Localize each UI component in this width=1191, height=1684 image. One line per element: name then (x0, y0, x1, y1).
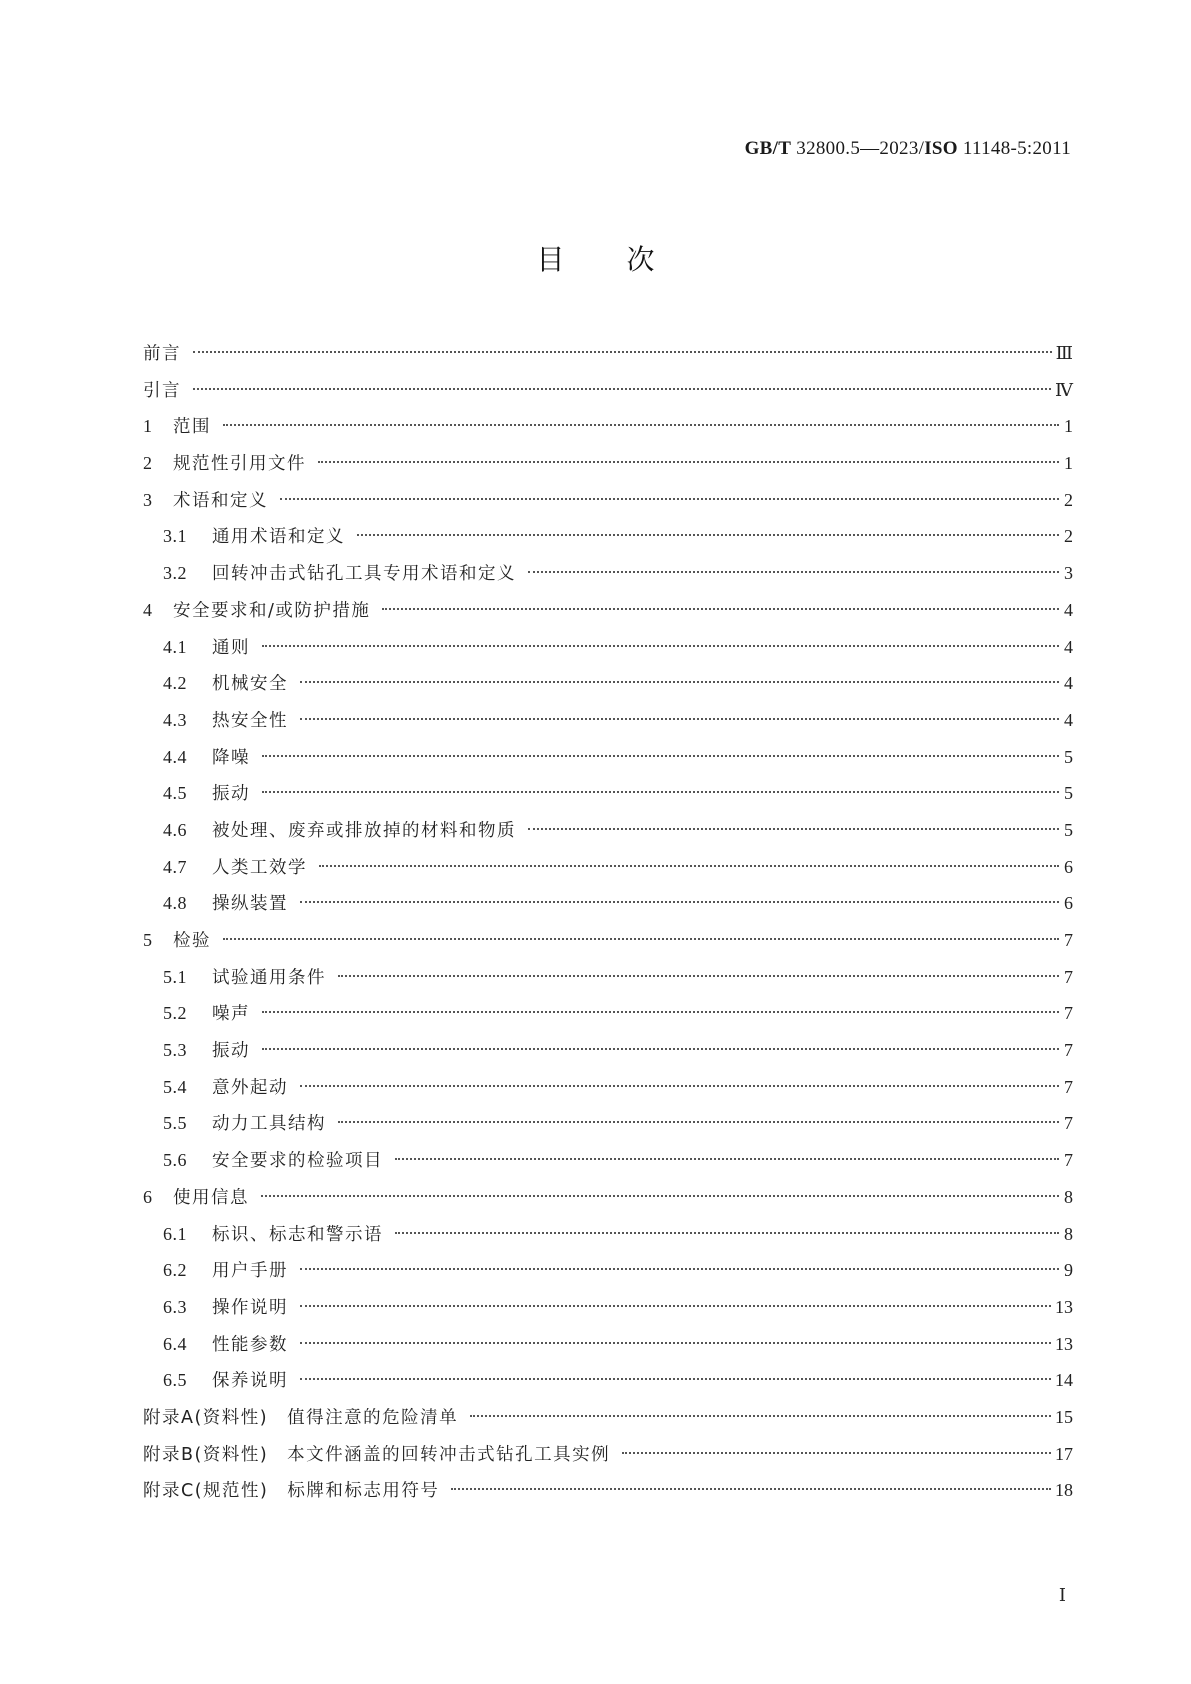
toc-leader-dots (395, 1232, 1059, 1234)
toc-entry[interactable] (143, 1294, 1073, 1331)
toc-entry-number: 5.6 (163, 1150, 187, 1171)
toc-entry[interactable] (143, 854, 1073, 891)
toc-entry-number: 6 (143, 1186, 153, 1207)
toc-entry-label: 动力工具结构 (212, 1114, 326, 1135)
toc-entry-number: 4.4 (163, 746, 187, 767)
toc-entry-label: 安全要求和/或防护措施 (173, 600, 371, 621)
toc-entry-label: 通则 (212, 637, 250, 658)
toc-entry-page: 5 (1064, 783, 1073, 804)
toc-entry-page: 4 (1064, 673, 1073, 694)
toc-entry[interactable] (143, 1257, 1073, 1294)
toc-entry[interactable] (143, 1147, 1073, 1184)
iso-number: 11148-5:2011 (962, 138, 1071, 159)
toc-entry[interactable] (143, 964, 1073, 1001)
toc-leader-dots (319, 865, 1059, 867)
toc-entry-number: 4 (143, 599, 153, 620)
toc-leader-dots (193, 351, 1052, 353)
toc-entry-label: 噪声 (212, 1004, 250, 1025)
page-title: 目次 (536, 243, 717, 276)
toc-leader-dots (528, 571, 1059, 573)
toc-entry[interactable] (143, 487, 1073, 524)
toc-entry[interactable] (143, 1110, 1073, 1147)
toc-entry[interactable] (143, 1184, 1073, 1221)
toc-entry-number: 4.2 (163, 673, 187, 694)
toc-entry-page: 18 (1055, 1480, 1073, 1501)
toc-entry-number: 5.2 (163, 1003, 187, 1024)
toc-entry-label: 术语和定义 (173, 490, 268, 511)
std-number: 32800.5—2023/ (796, 138, 925, 159)
toc-entry-number: 6.4 (163, 1333, 187, 1354)
toc-entry-page: 5 (1064, 819, 1073, 840)
toc-entry-label: 机械安全 (212, 674, 288, 695)
toc-entry-number: 4.5 (163, 783, 187, 804)
toc-entry[interactable] (143, 780, 1073, 817)
toc-entry[interactable] (143, 1441, 1073, 1478)
toc-leader-dots (300, 718, 1059, 720)
toc-leader-dots (261, 1195, 1059, 1197)
iso-prefix: ISO (924, 138, 958, 159)
toc-entry-page: 7 (1064, 930, 1073, 950)
toc-entry-page: 3 (1064, 563, 1073, 584)
toc-leader-dots (280, 498, 1059, 500)
toc-entry-label: 安全要求的检验项目 (212, 1151, 383, 1172)
toc-entry[interactable] (143, 1367, 1073, 1404)
toc-entry[interactable] (143, 707, 1073, 744)
toc-entry-number: 5.1 (163, 966, 187, 987)
toc-entry-label: 振动 (212, 1041, 250, 1062)
toc-leader-dots (528, 828, 1059, 830)
toc-entry-label: 附录B(资料性) 本文件涵盖的回转冲击式钻孔工具实例 (143, 1444, 611, 1465)
toc-entry-page: 6 (1064, 893, 1073, 914)
toc-leader-dots (338, 975, 1059, 977)
toc-leader-dots (262, 645, 1059, 647)
toc-leader-dots (223, 938, 1059, 940)
toc-leader-dots (470, 1415, 1051, 1417)
toc-entry-number: 3 (143, 489, 153, 510)
toc-entry[interactable] (143, 1404, 1073, 1441)
toc-entry-page: 4 (1064, 599, 1073, 620)
toc-leader-dots (300, 1378, 1051, 1380)
toc-leader-dots (223, 424, 1059, 426)
toc-entry-label: 用户手册 (212, 1261, 288, 1282)
toc-entry-page: 1 (1064, 416, 1073, 437)
toc-entry[interactable] (143, 1074, 1073, 1111)
toc-entry[interactable] (143, 340, 1073, 377)
toc-entry-page: Ⅳ (1055, 379, 1073, 400)
toc-entry[interactable] (143, 817, 1073, 854)
toc-entry[interactable] (143, 670, 1073, 707)
toc-entry-page: 13 (1055, 1333, 1073, 1354)
toc-entry-page: Ⅲ (1055, 343, 1073, 363)
toc-entry-number: 4.6 (163, 819, 187, 840)
toc-entry-number: 2 (143, 453, 153, 474)
toc-leader-dots (300, 681, 1059, 683)
toc-entry-page: 7 (1064, 1076, 1073, 1097)
toc-entry-number: 4.8 (163, 893, 187, 914)
toc-entry-label: 保养说明 (212, 1371, 288, 1392)
toc-entry-label: 被处理、废弃或排放掉的材料和物质 (212, 820, 516, 841)
toc-entry-number: 3.1 (163, 526, 187, 547)
toc-leader-dots (193, 388, 1051, 390)
toc-leader-dots (300, 1268, 1059, 1270)
toc-entry-label: 性能参数 (212, 1334, 288, 1355)
toc-entry-number: 5.3 (163, 1040, 187, 1061)
toc-entry-page: 9 (1064, 1260, 1073, 1281)
toc-entry-label: 人类工效学 (212, 857, 307, 878)
toc-entry-number: 4.7 (163, 856, 187, 877)
toc-entry-label: 意外起动 (212, 1077, 288, 1098)
toc-entry-page: 15 (1055, 1406, 1073, 1427)
toc-entry-page: 17 (1055, 1443, 1073, 1464)
toc-entry[interactable] (143, 523, 1073, 560)
toc-entry-page: 4 (1064, 636, 1073, 657)
toc-entry-label: 范围 (173, 417, 211, 438)
toc-entry-number: 3.2 (163, 563, 187, 584)
toc-entry-number: 4.1 (163, 636, 187, 657)
toc-leader-dots (338, 1121, 1059, 1123)
toc-entry[interactable] (143, 413, 1073, 450)
toc-entry-page: 8 (1064, 1186, 1073, 1207)
toc-entry-number: 6.1 (163, 1223, 187, 1244)
toc-entry-label: 试验通用条件 (212, 967, 326, 988)
toc-entry[interactable] (143, 1331, 1073, 1368)
toc-leader-dots (300, 1085, 1059, 1087)
toc-leader-dots (451, 1488, 1051, 1490)
toc-entry-label: 振动 (212, 784, 250, 805)
toc-entry-label: 检验 (173, 931, 211, 951)
toc-entry-label: 附录A(资料性) 值得注意的危险清单 (143, 1407, 459, 1428)
toc-entry-label: 热安全性 (212, 710, 288, 731)
toc-entry[interactable] (143, 1221, 1073, 1258)
toc-leader-dots (300, 1305, 1051, 1307)
toc-leader-dots (262, 791, 1059, 793)
toc-entry[interactable] (143, 927, 1073, 964)
toc-entry-page: 7 (1064, 966, 1073, 987)
toc-entry[interactable] (143, 1037, 1073, 1074)
toc-entry[interactable] (143, 1000, 1073, 1037)
toc-entry[interactable] (143, 890, 1073, 927)
toc-leader-dots (357, 534, 1059, 536)
toc-leader-dots (382, 608, 1059, 610)
toc-leader-dots (262, 1011, 1059, 1013)
toc-entry[interactable] (143, 597, 1073, 634)
toc-entry-number: 4.3 (163, 709, 187, 730)
toc-entry-page: 1 (1064, 453, 1073, 474)
toc-entry-label: 使用信息 (173, 1187, 249, 1208)
toc-entry-label: 引言 (143, 380, 181, 401)
toc-leader-dots (395, 1158, 1059, 1160)
toc-entry[interactable] (143, 744, 1073, 781)
toc-entry-number: 6.3 (163, 1296, 187, 1317)
toc-entry-label: 回转冲击式钻孔工具专用术语和定义 (212, 564, 516, 585)
toc-entry-page: 7 (1064, 1113, 1073, 1134)
toc-leader-dots (262, 1048, 1059, 1050)
toc-entry-label: 标识、标志和警示语 (212, 1224, 383, 1245)
toc-leader-dots (262, 755, 1059, 757)
toc-entry[interactable] (143, 1477, 1073, 1514)
page-number: Ⅰ (1058, 1585, 1066, 1605)
toc-entry-number: 5.4 (163, 1076, 187, 1097)
standard-code (745, 138, 1071, 160)
toc-entry-page: 13 (1055, 1296, 1073, 1317)
toc-entry-number: 1 (143, 416, 153, 437)
toc-entry-label: 前言 (143, 344, 181, 364)
toc-entry-label: 附录C(规范性) 标牌和标志用符号 (143, 1481, 440, 1502)
toc-entry-number: 6.2 (163, 1260, 187, 1281)
toc-entry-page: 7 (1064, 1003, 1073, 1024)
toc-entry-label: 规范性引用文件 (173, 454, 306, 475)
toc-entry-page: 4 (1064, 709, 1073, 730)
toc-entry-label: 降噪 (212, 747, 250, 768)
toc-entry-page: 7 (1064, 1150, 1073, 1171)
toc-entry-number: 6.5 (163, 1370, 187, 1391)
std-prefix: GB/T (744, 138, 792, 159)
toc-entry-label: 操纵装置 (212, 894, 288, 915)
toc-entry-number: 5 (143, 930, 153, 950)
toc-entry-label: 操作说明 (212, 1297, 288, 1318)
toc-entry-number: 5.5 (163, 1113, 187, 1134)
toc-entry[interactable] (143, 634, 1073, 671)
toc-entry-page: 14 (1055, 1370, 1073, 1391)
toc-entry-page: 2 (1064, 526, 1073, 547)
toc-entry[interactable] (143, 560, 1073, 597)
toc-entry-page: 5 (1064, 746, 1073, 767)
table-of-contents (143, 340, 1073, 1514)
toc-entry-page: 7 (1064, 1040, 1073, 1061)
toc-entry-label: 通用术语和定义 (212, 527, 345, 548)
toc-entry-page: 6 (1064, 856, 1073, 877)
toc-entry[interactable] (143, 450, 1073, 487)
toc-entry-page: 2 (1064, 489, 1073, 510)
toc-leader-dots (622, 1452, 1051, 1454)
toc-leader-dots (318, 461, 1059, 463)
toc-entry[interactable] (143, 377, 1073, 414)
toc-entry-page: 8 (1064, 1223, 1073, 1244)
toc-leader-dots (300, 901, 1059, 903)
toc-leader-dots (300, 1342, 1051, 1344)
